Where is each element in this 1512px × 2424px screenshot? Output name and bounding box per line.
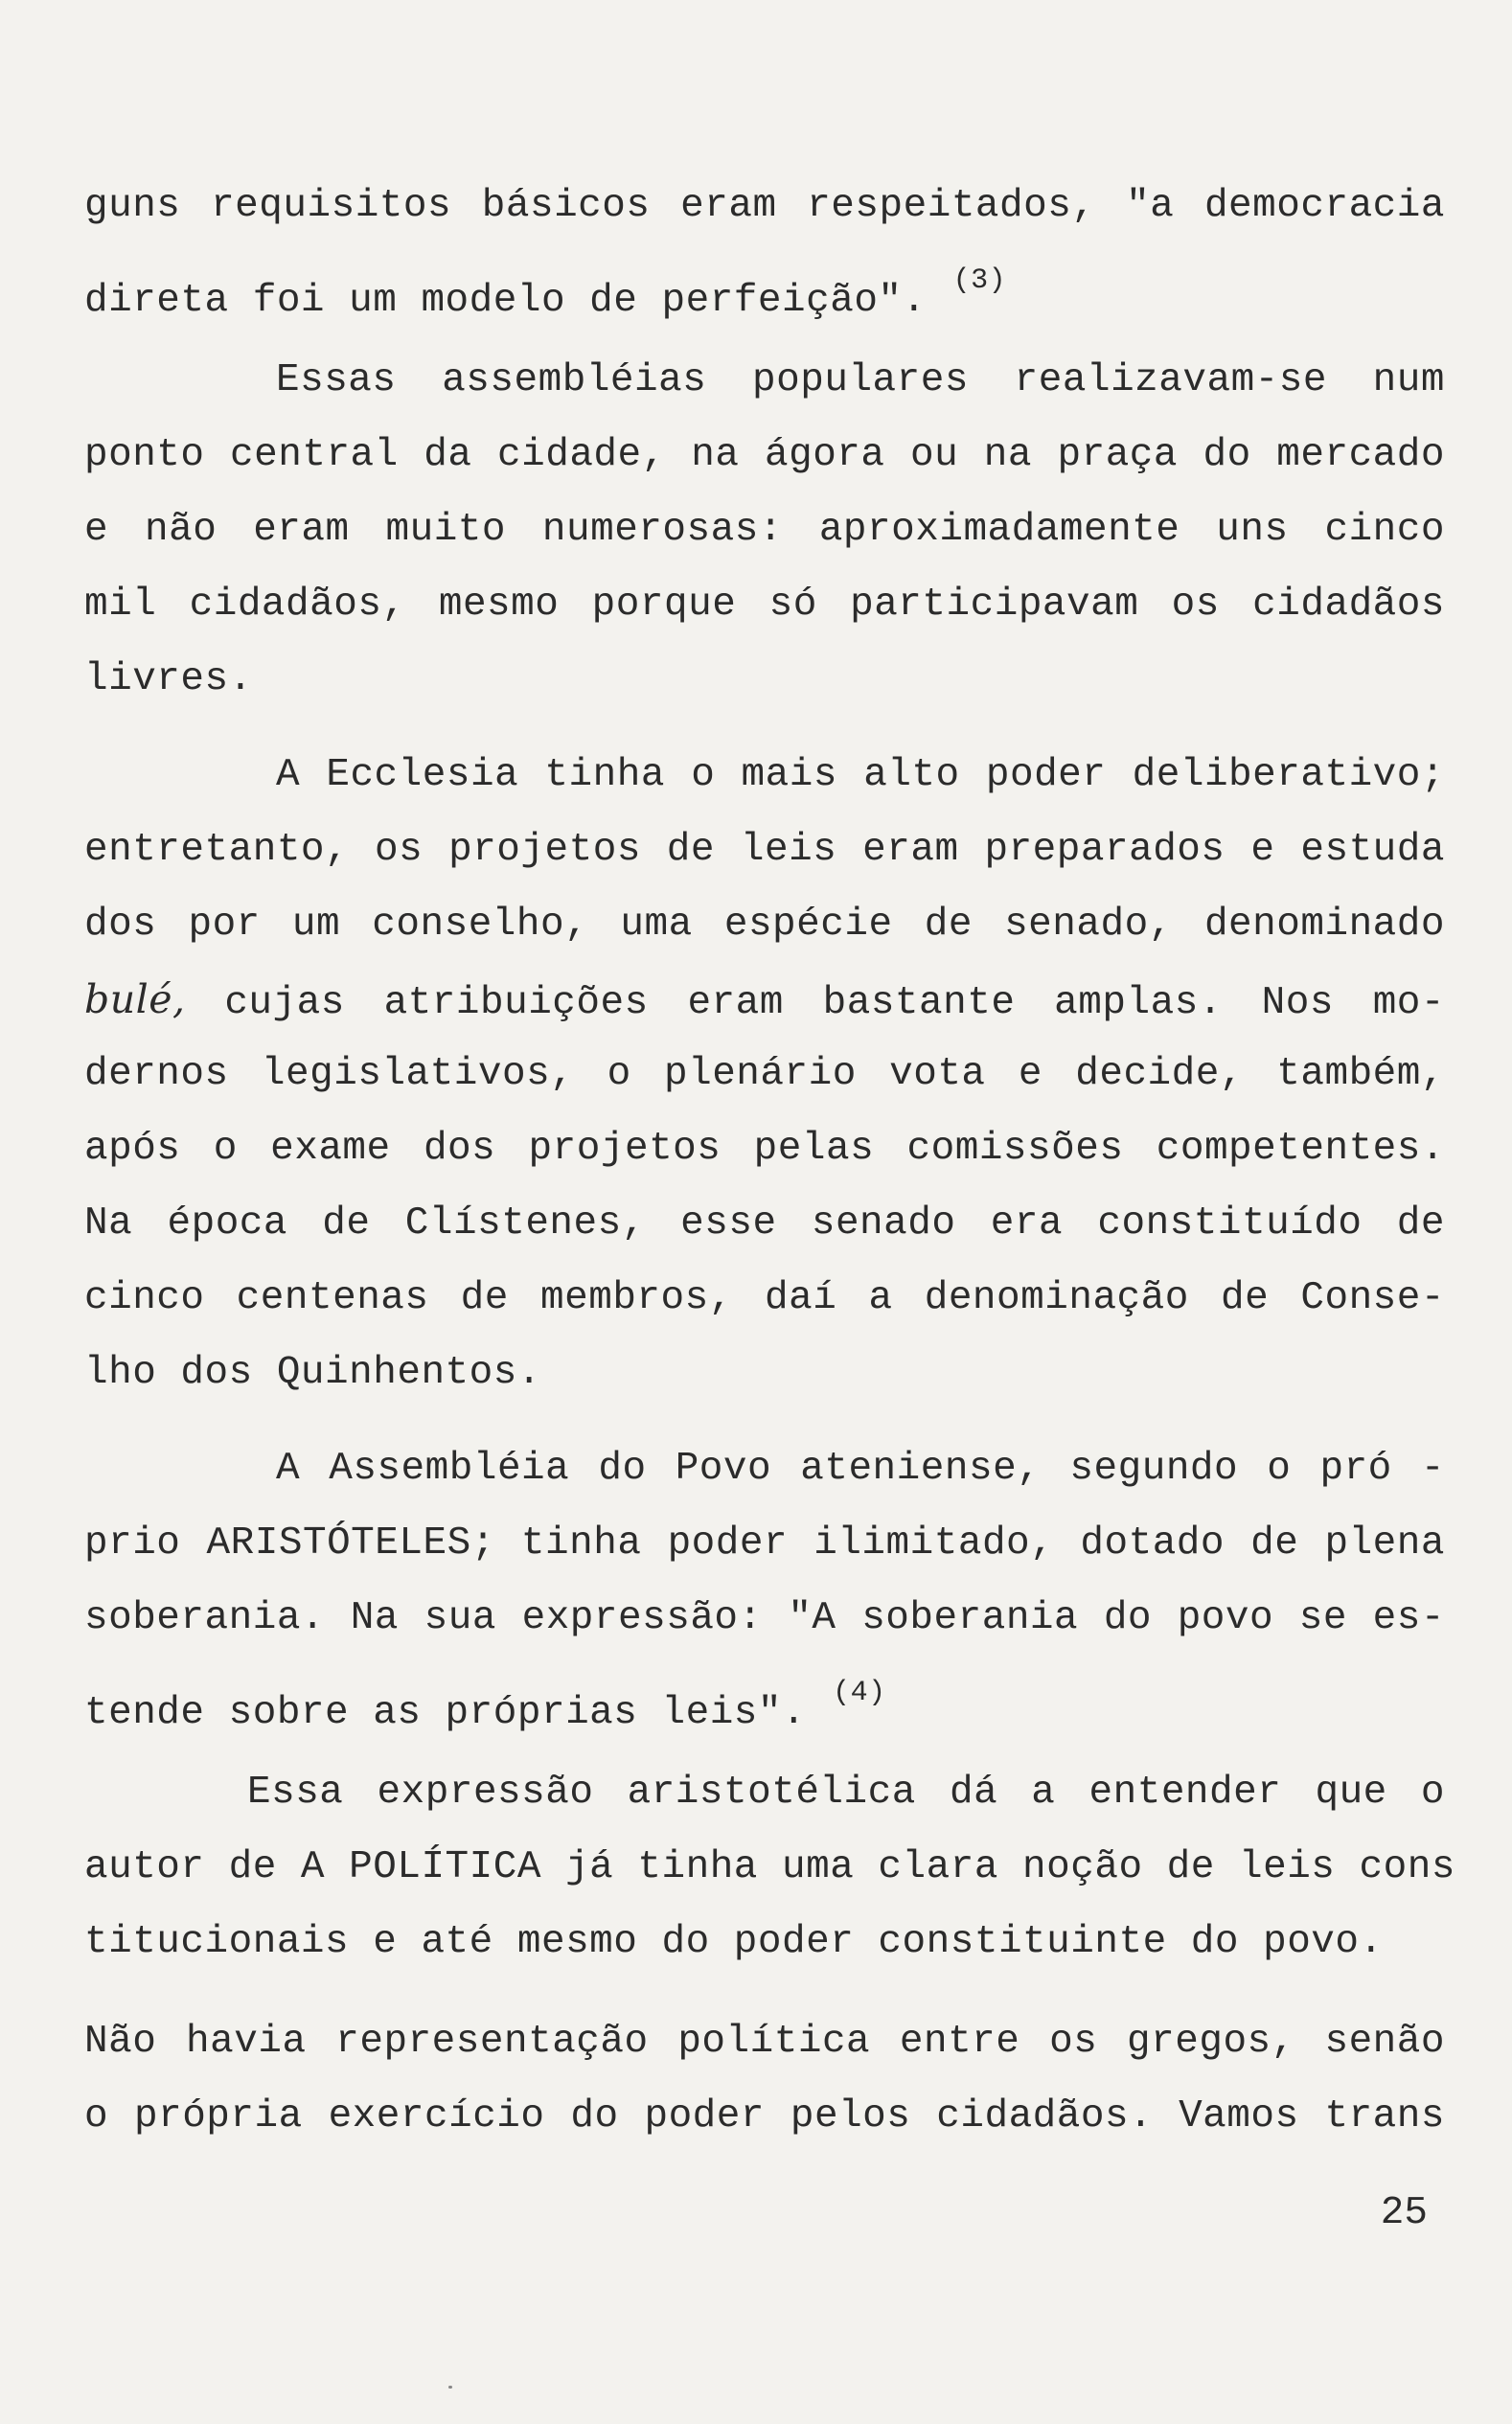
text-line: guns requisitos básicos eram respeitados, "a democracia — [84, 184, 1445, 228]
text-line: dos por um conselho, uma espécie de senado, denominado — [84, 903, 1445, 947]
text-line: A Ecclesia tinha o mais alto poder deliberativo; — [276, 753, 1445, 797]
text-line: dernos legislativos, o plenário vota e decide, também, — [84, 1052, 1445, 1096]
text-line: titucionais e até mesmo do poder constituinte do povo. — [84, 1920, 1384, 1964]
text-line — [84, 1656, 1445, 1735]
paragraph-6 — [84, 2004, 1445, 2154]
text-line: mil cidadãos, mesmo porque só participavam os cidadãos — [84, 583, 1445, 627]
paragraph-4 — [84, 1431, 1445, 1735]
text-line: livres. — [84, 657, 253, 701]
text-line-content: direta foi um modelo de perfeição". — [84, 279, 927, 323]
text-line: prio ARISTÓTELES; tinha poder ilimitado, dotado de plena — [84, 1521, 1445, 1566]
paragraph-3 — [84, 738, 1445, 1410]
paragraph-1 — [84, 169, 1445, 323]
text-line-content: tende sobre as próprias leis". — [84, 1691, 807, 1735]
paragraph-5 — [84, 1755, 1455, 1979]
footnote-ref-4: (4) — [833, 1677, 886, 1709]
paragraph-2 — [84, 343, 1445, 717]
text-line: Na época de Clístenes, esse senado era constituído de — [84, 1201, 1445, 1246]
text-line: lho dos Quinhentos. — [84, 1351, 541, 1395]
text-line: após o exame dos projetos pelas comissões competentes. — [84, 1127, 1445, 1171]
text-line-content: cujas atribuições eram bastante amplas. Nos mo- — [224, 981, 1446, 1025]
text-line: o própria exercício do poder pelos cidadãos. Vamos trans — [84, 2094, 1445, 2138]
text-line: entretanto, os projetos de leis eram preparados e estuda — [84, 828, 1445, 872]
text-line — [84, 962, 1445, 1037]
text-line: Essas assembléias populares realizavam-se num — [276, 358, 1445, 402]
text-line: cinco centenas de membros, daí a denominação de Conse- — [84, 1276, 1445, 1320]
page-number: 25 — [1380, 2191, 1428, 2235]
text-line: autor de A POLÍTICA já tinha uma clara noção de leis cons — [84, 1845, 1455, 1889]
text-line: Essa expressão aristotélica dá a entender que o — [247, 1771, 1445, 1815]
footnote-ref-3: (3) — [952, 264, 1007, 297]
text-line: soberania. Na sua expressão: "A soberania do povo se es- — [84, 1596, 1445, 1640]
scan-speck — [448, 2386, 452, 2389]
italic-term-bule: bulé, — [84, 976, 186, 1022]
text-line — [84, 243, 1445, 323]
text-line: ponto central da cidade, na ágora ou na praça do mercado — [84, 433, 1445, 477]
text-line: A Assembléia do Povo ateniense, segundo o pró - — [276, 1447, 1445, 1491]
text-line: Não havia representação política entre os gregos, senão — [84, 2020, 1445, 2064]
text-line: e não eram muito numerosas: aproximadamente uns cinco — [84, 508, 1445, 552]
